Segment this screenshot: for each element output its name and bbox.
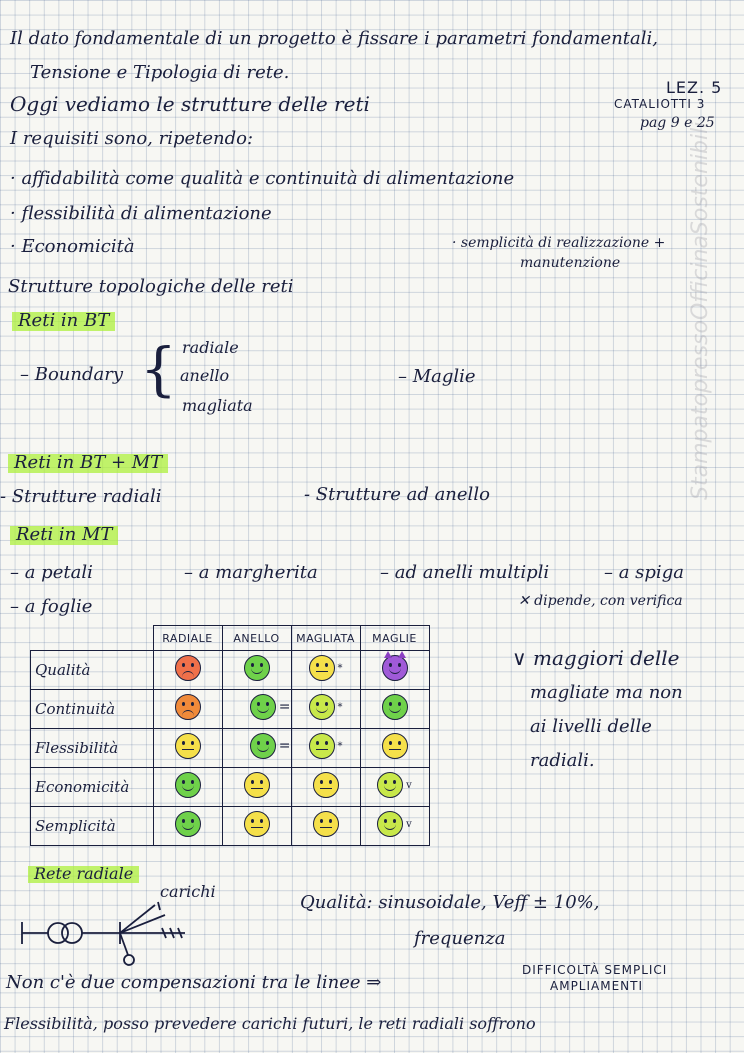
text-line-5: Strutture topologiche delle reti [8,276,294,297]
note-v-3: ai livelli delle [530,716,652,737]
bt-option-anello: anello [180,366,230,385]
req-2: · flessibilità di alimentazione [10,203,272,224]
mt-spiga: – a spiga [604,562,684,583]
quality-line: Qualità: sinusoidale, Veff ± 10%, [300,892,600,913]
page-ref: pag 9 e 25 [640,115,715,131]
equals-mark: = [278,738,291,754]
mt-anelli: – ad anelli multipli [380,562,550,583]
mt-foglie: – a foglie [10,596,93,617]
book-ref: CATALIOTTI 3 [614,97,706,111]
brace-icon: { [140,335,177,403]
note-v-1: ∨ maggiori delle [512,646,680,670]
mt-petali: – a petali [10,562,93,583]
heading-rete-radiale: Rete radiale [28,864,139,884]
bt-prefix: – Boundary [20,364,123,385]
heading-reti-bt: Reti in BT [12,310,115,332]
row-label: Continuità [31,690,154,729]
bt-option-magliata: magliata [182,396,253,415]
req-3c: manutenzione [520,255,621,271]
req-3: · Economicità [10,236,135,257]
annotation-mark: * [337,740,343,752]
heading-reti-bt-mt: Reti in BT + MT [8,452,168,474]
difficolta-1: DIFFICOLTÀ SEMPLICI [522,963,668,977]
note-v-4: radiali. [530,750,595,771]
annotation-mark: v [406,818,412,830]
equals-mark: = [278,699,291,715]
text-line-3: Oggi vediamo le strutture delle reti [10,92,370,116]
quality-line-2: frequenza [414,928,506,949]
btmt-radial: - Strutture radiali [0,486,162,507]
text-line-1: Il dato fondamentale di un progetto è fissare i parametri fondamentali, [10,28,658,49]
mt-margherita: – a margherita [184,562,318,583]
text-line-4: I requisiti sono, ripetendo: [10,128,254,149]
col-header-maglie: MAGLIE [360,626,429,651]
lesson-ref: LEZ. 5 [666,78,723,97]
annotation-mark: * [337,662,343,674]
req-3b: · semplicità di realizzazione + [452,235,666,251]
col-header-anello: ANELLO [222,626,291,651]
row-label: Qualità [31,651,154,690]
watermark: StampatopressoOfficinaSostenibili [688,121,713,500]
row-label: Flessibilità [31,729,154,768]
row-label: Semplicità [31,807,154,846]
annotation-mark: * [337,701,343,713]
row-label: Economicità [31,768,154,807]
heading-reti-mt: Reti in MT [10,524,118,546]
note-x: ✕ dipende, con verifica [518,593,683,609]
req-1: · affidabilità come qualità e continuità di alimentazione [10,168,515,189]
bt-right: – Maglie [398,366,476,387]
bottom-line-1: Non c'è due compensazioni tra le linee ⇒ [6,972,382,993]
note-v-2: magliate ma non [530,682,683,703]
label-carichi: carichi [160,882,216,901]
annotation-mark: v [406,779,412,791]
bottom-line-2: Flessibilità, posso prevedere carichi futuri, le reti radiali soffrono [4,1014,536,1033]
difficolta-2: AMPLIAMENTI [550,979,644,993]
col-header-radiale: RADIALE [153,626,222,651]
col-header-magliata: MAGLIATA [291,626,360,651]
bt-option-radiale: radiale [182,338,239,357]
btmt-ring: - Strutture ad anello [304,484,490,505]
text-line-2: Tensione e Tipologia di rete. [30,62,290,83]
